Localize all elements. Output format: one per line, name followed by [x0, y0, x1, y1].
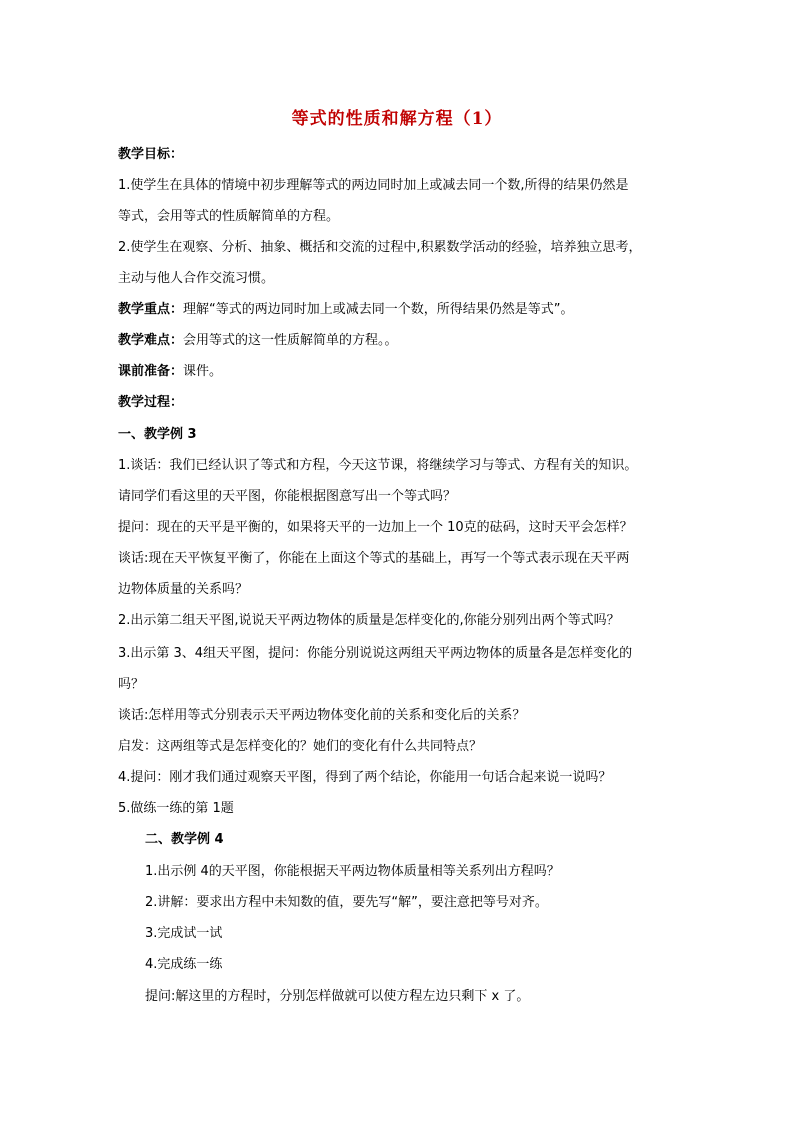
key-point-text: 理解“等式的两边同时加上或减去同一个数，所得结果仍然是等式”。 — [183, 302, 574, 317]
preparation-text: 课件。 — [183, 364, 223, 379]
section1-line: 请同学们看这里的天平图，你能根据图意写出一个等式吗？ — [118, 489, 457, 504]
section2-line: 1.出示例 4的天平图，你能根据天平两边物体质量相等关系列出方程吗？ — [145, 864, 560, 879]
section1-line: 4.提问：刚才我们通过观察天平图，得到了两个结论，你能用一句话合起来说一说吗？ — [118, 770, 612, 785]
section2-heading: 二、教学例 4 — [145, 832, 224, 847]
difficulty-label: 教学难点： — [118, 333, 184, 348]
section1-heading: 一、教学例 3 — [118, 427, 197, 442]
key-point-label: 教学重点： — [118, 302, 184, 317]
section1-line: 1.谈话：我们已经认识了等式和方程，今天这节课，将继续学习与等式、方程有关的知识。 — [118, 458, 638, 473]
page-title: 等式的性质和解方程（1） — [291, 109, 503, 129]
section1-line: 谈话:现在天平恢复平衡了，你能在上面这个等式的基础上，再写一个等式表示现在天平两 — [118, 551, 630, 566]
section1-line: 提问：现在的天平是平衡的，如果将天平的一边加上一个 10克的砝码，这时天平会怎样？ — [118, 520, 633, 535]
objective-2-line-1: 2.使学生在观察、分析、抽象、概括和交流的过程中,积累数学活动的经验，培养独立思考， — [118, 240, 642, 255]
section2-line: 3.完成试一试 — [145, 926, 223, 941]
preparation-label: 课前准备： — [118, 364, 184, 379]
process-heading: 教学过程： — [118, 395, 184, 410]
objectives-heading: 教学目标： — [118, 147, 184, 162]
objective-1-line-2: 等式，会用等式的性质解简单的方程。 — [118, 209, 340, 224]
section1-line: 谈话:怎样用等式分别表示天平两边物体变化前的关系和变化后的关系？ — [118, 708, 526, 723]
objective-1-line-1: 1.使学生在具体的情境中初步理解等式的两边同时加上或减去同一个数,所得的结果仍然是 — [118, 178, 629, 193]
section1-line: 启发：这两组等式是怎样变化的？她们的变化有什么共同特点？ — [118, 739, 483, 754]
objective-2-line-2: 主动与他人合作交流习惯。 — [118, 271, 275, 286]
section1-line: 2.出示第二组天平图,说说天平两边物体的质量是怎样变化的,你能分别列出两个等式吗？ — [118, 613, 620, 628]
key-point — [118, 301, 574, 319]
preparation — [118, 363, 222, 381]
section2-line: 提问:解这里的方程时，分别怎样做就可以使方程左边只剩下 x 了。 — [145, 989, 530, 1004]
section1-line: 5.做练一练的第 1题 — [118, 801, 234, 816]
section2-line: 2.讲解：要求出方程中未知数的值，要先写“解”，要注意把等号对齐。 — [145, 895, 548, 910]
section1-line: 3.出示第 3、4组天平图，提问：你能分别说说这两组天平两边物体的质量各是怎样变化的 — [118, 646, 633, 661]
difficulty-text: 会用等式的这一性质解简单的方程。。 — [183, 333, 398, 348]
difficulty — [118, 332, 398, 350]
section2-line: 4.完成练一练 — [145, 957, 223, 972]
section1-line: 边物体质量的关系吗？ — [118, 582, 249, 597]
section1-line: 吗？ — [118, 677, 145, 692]
